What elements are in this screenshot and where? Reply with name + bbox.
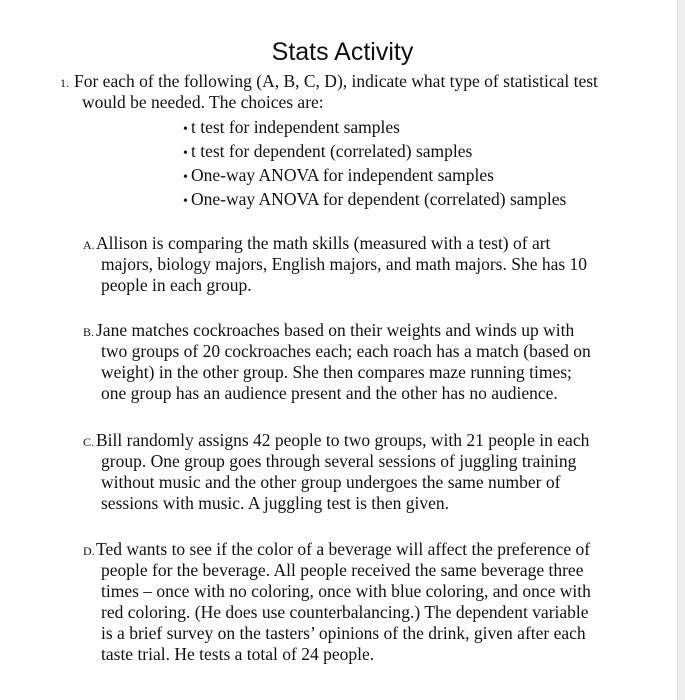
bullet-icon: •	[183, 122, 188, 137]
question-line-2: would be needed. The choices are:	[82, 92, 324, 112]
item-line: Jane matches cockroaches based on their weights and winds up with	[96, 320, 575, 340]
item-line: group. One group goes through several sessions of juggling training	[101, 451, 577, 471]
item-line: sessions with music. A juggling test is then given.	[101, 493, 450, 513]
item-line: is a brief survey on the tasters’ opinions of the drink, given after each	[101, 623, 586, 643]
bullet-icon: •	[183, 146, 188, 161]
item-c	[83, 430, 643, 514]
item-d	[83, 539, 643, 665]
choice-label: t test for independent samples	[191, 117, 400, 137]
item-letter: A.	[83, 238, 95, 252]
choice-label: One-way ANOVA for independent samples	[191, 165, 494, 185]
item-line: majors, biology majors, English majors, and math majors. She has 10	[101, 254, 588, 274]
item-line: Bill randomly assigns 42 people to two groups, with 21 people in each	[96, 430, 590, 450]
bullet-icon: •	[183, 170, 188, 185]
choice-item	[183, 187, 566, 211]
choice-label: t test for dependent (correlated) samples	[191, 141, 473, 161]
item-line: without music and the other group undergoes the same number of	[101, 472, 561, 492]
question-1	[60, 71, 660, 113]
item-letter: D.	[83, 544, 95, 558]
item-line: people for the beverage. All people received the same beverage three	[101, 560, 584, 580]
item-line: taste trial. He tests a total of 24 people.	[101, 644, 375, 664]
item-line: times – once with no coloring, once with blue coloring, and once with	[101, 581, 591, 601]
question-line-1: For each of the following (A, B, C, D), indicate what type of statistical test	[74, 71, 598, 91]
choice-list	[183, 115, 566, 211]
question-number: 1.	[60, 76, 69, 90]
item-line: people in each group.	[101, 275, 252, 295]
item-line: two groups of 20 cockroaches each; each roach has a match (based on	[101, 341, 591, 361]
page-edge	[677, 0, 685, 700]
item-a	[83, 233, 643, 296]
item-line: Ted wants to see if the color of a beverage will affect the preference of	[96, 539, 591, 559]
item-line: Allison is comparing the math skills (measured with a test) of art	[96, 233, 551, 253]
item-letter: C.	[83, 435, 95, 449]
choice-item	[183, 163, 566, 187]
choice-item	[183, 139, 566, 163]
item-b	[83, 320, 643, 404]
choice-item	[183, 115, 566, 139]
item-line: one group has an audience present and the other has no audience.	[101, 383, 558, 403]
item-letter: B.	[83, 325, 95, 339]
bullet-icon: •	[183, 194, 188, 209]
page-title: Stats Activity	[271, 38, 414, 66]
choice-label: One-way ANOVA for dependent (correlated) samples	[191, 189, 567, 209]
item-line: red coloring. (He does use counterbalancing.) The dependent variable	[101, 602, 589, 622]
item-line: weight) in the other group. She then compares maze running times;	[101, 362, 572, 382]
